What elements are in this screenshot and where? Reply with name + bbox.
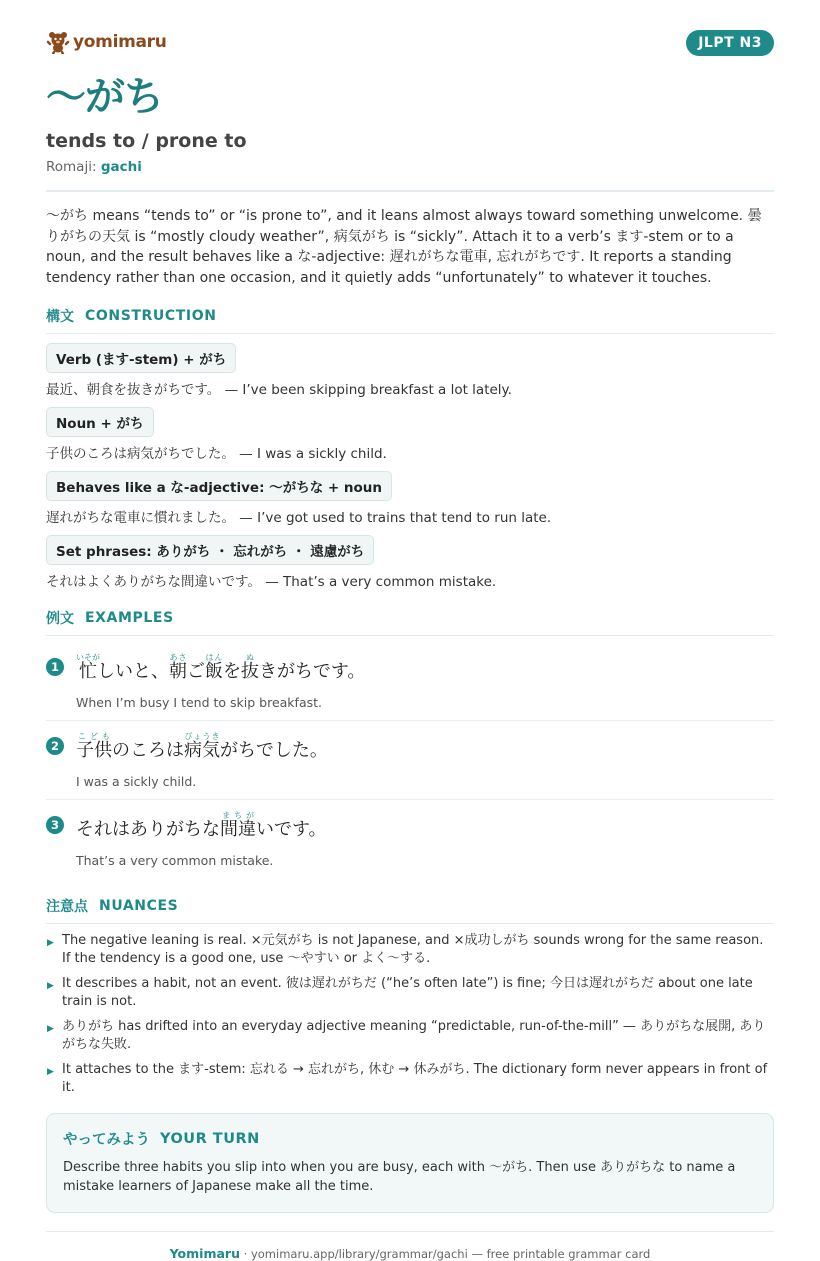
example-body	[76, 650, 365, 710]
footer	[46, 1231, 774, 1261]
example-number-badge: 2	[46, 737, 64, 755]
romaji-label: Romaji:	[46, 159, 97, 175]
meaning: tends to / prone to	[46, 130, 247, 152]
nuance-text: It describes a habit, not an event. 彼は遅れがちだ (“he’s often late”) is fine; 今日は遅れがちだ about one late train is not.	[62, 976, 753, 1009]
pattern-example: それはよくありがちな間違いです。 — That’s a very common mistake.	[46, 574, 497, 590]
nuance-text: It attaches to the ます-stem: 忘れる → 忘れがち, 休む → 休みがち. The dictionary form never appears in front of it.	[62, 1062, 768, 1095]
ruby-word: 忙いそが	[76, 653, 100, 682]
construction-heading	[46, 306, 774, 334]
furigana: まちが	[220, 811, 256, 820]
example-body	[76, 729, 328, 789]
construction-heading-jp: 構文	[46, 309, 74, 325]
brand-logo[interactable]	[46, 30, 167, 54]
nuance-item	[46, 932, 774, 968]
pattern-example: 子供のころは病気がちでした。 — I was a sickly child.	[46, 446, 387, 462]
example-number-badge: 3	[46, 816, 64, 834]
your-turn-heading	[63, 1128, 757, 1149]
nuances-heading	[46, 896, 774, 924]
page-title: 〜がち	[46, 74, 163, 120]
nuances-list	[46, 932, 774, 1097]
bear-icon	[46, 30, 70, 54]
furigana: いそが	[76, 653, 100, 662]
ruby-word: 子供こども	[76, 732, 112, 761]
ruby-word: 飯はん	[205, 653, 223, 682]
triangle-bullet-icon: ▶	[47, 938, 54, 948]
furigana: はん	[205, 653, 223, 662]
your-turn-text: Describe three habits you slip into when you are busy, each with 〜がち. Then use ありがちな to name a mistake learners of Japanese make all the time.	[63, 1160, 736, 1194]
your-turn-heading-en: YOUR TURN	[160, 1130, 260, 1147]
ruby-word: 抜ぬ	[241, 653, 259, 682]
your-turn-box	[46, 1113, 774, 1213]
furigana: ぬ	[241, 653, 259, 662]
construction-item	[46, 407, 774, 462]
example-item	[46, 721, 774, 800]
header	[46, 30, 774, 70]
example-translation: That’s a very common mistake.	[76, 853, 274, 868]
romaji-line	[46, 159, 774, 175]
footer-brand[interactable]: Yomimaru	[169, 1246, 240, 1261]
example-number-badge: 1	[46, 658, 64, 676]
construction-item	[46, 471, 774, 526]
construction-item	[46, 535, 774, 590]
brand-name: yomimaru	[73, 32, 167, 52]
pattern-pill: Noun + がち	[46, 407, 154, 437]
example-item	[46, 642, 774, 721]
nuance-item	[46, 1061, 774, 1097]
level-badge: JLPT N3	[686, 30, 774, 56]
triangle-bullet-icon: ▶	[47, 981, 54, 991]
nuance-text: The negative leaning is real. ×元気がち is not Japanese, and ×成功しがち sounds wrong for the same reason. If the tendency is a good one, use 〜やすい or よく〜する.	[62, 933, 764, 966]
triangle-bullet-icon: ▶	[47, 1024, 54, 1034]
nuance-text: ありがち has drifted into an everyday adjective meaning “predictable, run-of-the-mill” — ありがちな展開, ありがちな失敗.	[62, 1019, 766, 1052]
romaji-value: gachi	[100, 159, 142, 175]
construction-list	[46, 343, 774, 590]
nuance-item	[46, 1018, 774, 1054]
example-translation: When I’m busy I tend to skip breakfast.	[76, 695, 322, 710]
nuances-heading-jp: 注意点	[46, 899, 88, 915]
ruby-word: 間違まちが	[220, 811, 256, 840]
ruby-word: 朝あさ	[169, 653, 187, 682]
furigana: あさ	[169, 653, 187, 662]
pattern-pill: Verb (ます-stem) + がち	[46, 343, 236, 373]
example-translation: I was a sickly child.	[76, 774, 197, 789]
example-japanese: 子供こどものころは病気びょうきがちでした。	[76, 732, 328, 761]
examples-heading-en: EXAMPLES	[85, 610, 174, 626]
construction-item	[46, 343, 774, 398]
examples-list	[46, 642, 774, 878]
footer-text: · yomimaru.app/library/grammar/gachi — free printable grammar card	[239, 1247, 651, 1261]
pattern-pill: Set phrases: ありがち ・ 忘れがち ・ 遠慮がち	[46, 535, 374, 565]
examples-heading-jp: 例文	[46, 611, 74, 627]
nuance-item	[46, 975, 774, 1011]
construction-heading-en: CONSTRUCTION	[85, 308, 217, 324]
example-item	[46, 800, 774, 878]
example-body	[76, 808, 327, 868]
your-turn-heading-jp: やってみよう	[63, 1132, 150, 1148]
grammar-card	[46, 30, 774, 1261]
ruby-word: 病気びょうき	[184, 732, 220, 761]
nuances-heading-en: NUANCES	[99, 898, 179, 914]
example-japanese: それはありがちな間違まちがいです。	[76, 811, 327, 840]
example-japanese: 忙いそがしいと、朝あさご飯はんを抜ぬきがちです。	[76, 653, 366, 682]
pattern-pill: Behaves like a な-adjective: 〜がちな + noun	[46, 471, 392, 501]
furigana: びょうき	[184, 732, 220, 741]
examples-heading	[46, 608, 774, 636]
intro-paragraph: 〜がち means “tends to” or “is prone to”, and it leans almost always toward something unwelcome. 曇りがちの天気 is “mostly cloudy weather”, 病気がち is “sickly”. Attach it to a verb’s ます-stem or to a noun, and the result behaves like a な-adjective: 遅れがちな電車, 忘れがちです. It reports a standing tendency rather than one occasion, and it quietly adds “unfortunately” to whatever it touches.	[46, 208, 762, 286]
divider	[46, 190, 774, 192]
pattern-example: 最近、朝食を抜きがちです。 — I’ve been skipping breakfast a lot lately.	[46, 382, 512, 398]
triangle-bullet-icon: ▶	[47, 1067, 54, 1077]
pattern-example: 遅れがちな電車に慣れました。 — I’ve got used to trains that tend to run late.	[46, 510, 552, 526]
furigana: こども	[76, 732, 112, 741]
